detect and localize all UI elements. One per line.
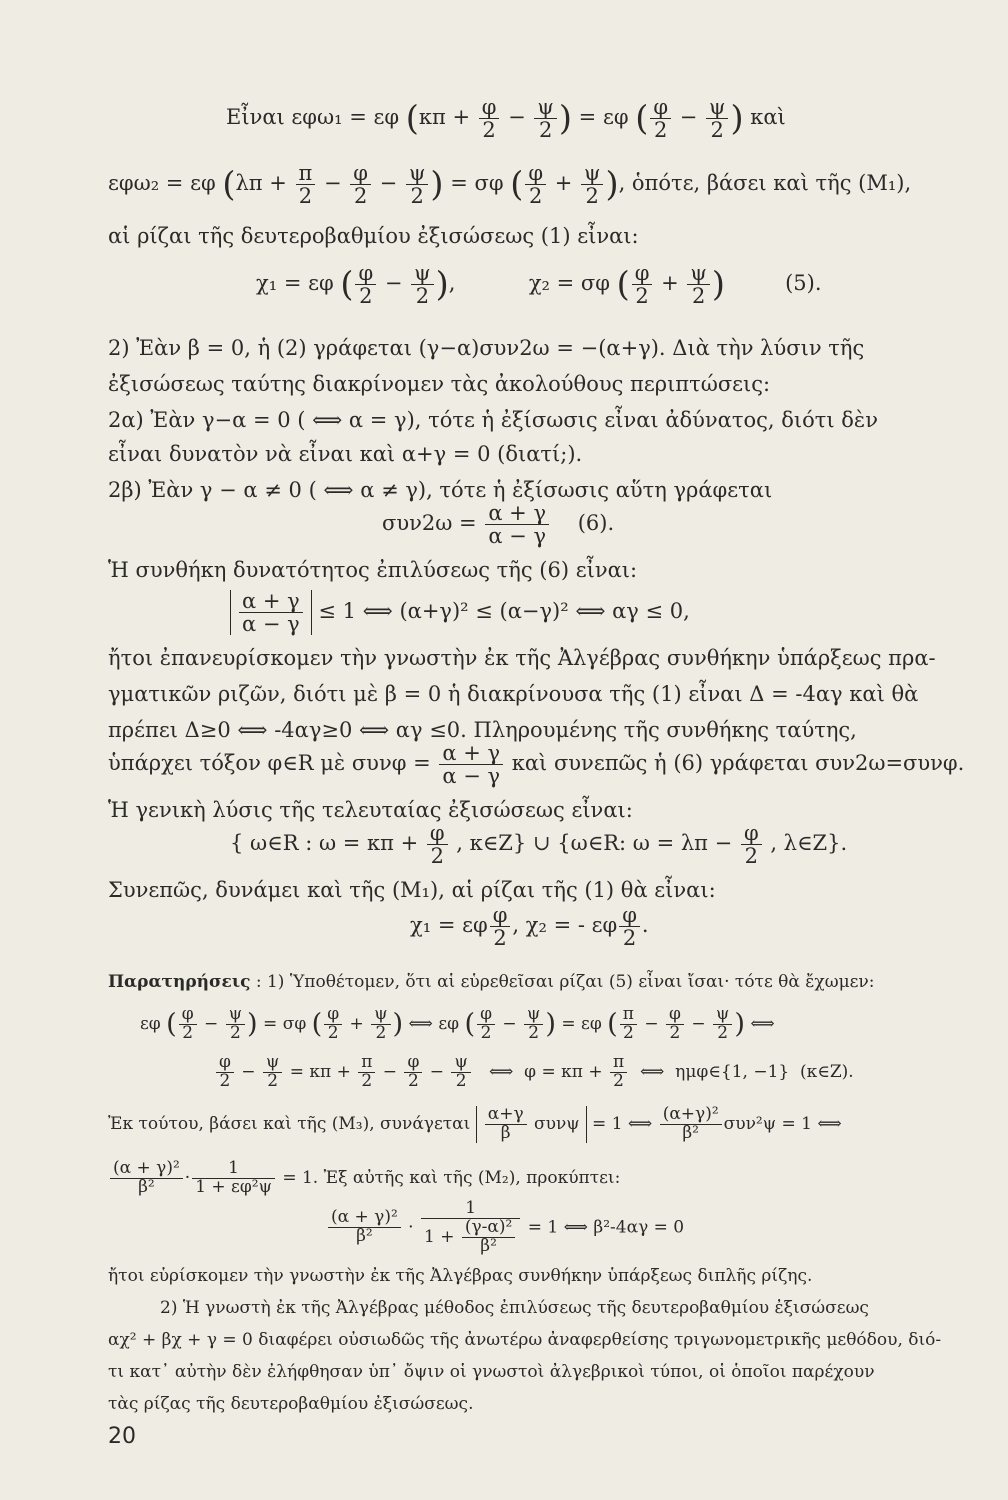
text-line-1: Εἶναι εφω₁ = εφ (κπ + $\frac{\varphi}{2}$ − $\frac{\psi}{2}$ ) = εφ ( $\frac{\varphi}{2}$ − $\frac{\psi}{2}$ ) καὶ bbox=[226, 95, 786, 143]
text-line-4: χ₁ = εφ ( $\frac{\varphi}{2}$ − $\frac{\psi}{2}$ ), χ₂ = σφ ( $\frac{\varphi}{2}$ + $\frac{\psi}{2}$ ) (5). bbox=[256, 261, 822, 309]
text-line-27: ἤτοι εὑρίσκομεν τὴν γνωστὴν ἐκ τῆς Ἀλγέβρας συνθήκην ὑπάρξεως διπλῆς ρίζης. bbox=[108, 1266, 813, 1286]
text-line-14: γματικῶν ριζῶν, διότι μὲ β = 0 ἡ διακρίνουσα τῆς (1) εἶναι Δ = -4αγ καὶ θὰ bbox=[108, 682, 919, 706]
text-line-20: χ₁ = εφ $\frac{\varphi}{2}$ , χ₂ = - εφ $\frac{\varphi}{2}$ . bbox=[410, 903, 649, 951]
text-line-13: ἤτοι ἐπανευρίσκομεν τὴν γνωστὴν ἐκ τῆς Ἀλγέβρας συνθήκην ὑπάρξεως πρα- bbox=[108, 646, 936, 670]
text-line-29: αχ² + βχ + γ = 0 διαφέρει οὐσιωδῶς τῆς ἀνωτέρω ἀναφερθείσης τριγωνομετρικῆς μεθόδου, διό- bbox=[108, 1330, 942, 1350]
text-line-9: 2β) Ἐὰν γ − α ≠ 0 ( ⟺ α ≠ γ), τότε ἡ ἐξίσωσις αὕτη γράφεται bbox=[108, 478, 773, 502]
text-line-15: πρέπει Δ≥0 ⟺ -4αγ≥0 ⟺ αγ ≤0. Πληρουμένης τῆς συνθήκης ταύτης, bbox=[108, 718, 857, 742]
text-line-17: Ἡ γενικὴ λύσις τῆς τελευταίας ἐξισώσεως εἶναι: bbox=[108, 798, 633, 822]
text-line-2: εφω₂ = εφ (λπ + $\frac{\pi}{2}$ − $\frac{\varphi}{2}$ − $\frac{\psi}{2}$ ) = σφ ( $\frac{\varphi}{2}$ + $\frac{\psi}{2}$ ), ὁπότε, βάσει καὶ τῆς (Μ₁), bbox=[108, 161, 912, 209]
text-line-6: ἐξισώσεως ταύτης διακρίνομεν τὰς ἀκολούθους περιπτώσεις: bbox=[108, 372, 771, 396]
text-line-3: αἱ ρίζαι τῆς δευτεροβαθμίου ἐξισώσεως (1) εἶναι: bbox=[108, 224, 639, 248]
text-line-8: εἶναι δυνατὸν νὰ εἶναι καὶ α+γ = 0 (διατί;). bbox=[108, 442, 583, 466]
page-number: 20 bbox=[108, 1424, 136, 1449]
text-line-25: $\frac{\text{(α + γ)²}}{\text{β²}}$ · $\frac{1}{\text{1 + εφ²ψ}}$ = 1. Ἐξ αὐτῆς καὶ τῆς (Μ₂), προκύπτει: bbox=[108, 1160, 620, 1197]
text-line-18: { ω∈R : ω = κπ + $\frac{\varphi}{2}$ , κ∈Z} ∪ {ω∈R: ω = λπ − $\frac{\varphi}{2}$ , λ∈Z}. bbox=[230, 821, 848, 869]
text-line-23: $\frac{\varphi}{2}$ − $\frac{\psi}{2}$ = κπ + $\frac{\pi}{2}$ − $\frac{\varphi}{2}$ − $\frac{\psi}{2}$ ⟺ φ = κπ + $\frac{\pi}{2}$ ⟺ ημφ∈{1, −1} (κ∈Z). bbox=[214, 1054, 854, 1091]
text-line-19: Συνεπῶς, δυνάμει καὶ τῆς (Μ₁), αἱ ρίζαι τῆς (1) θὰ εἶναι: bbox=[108, 878, 716, 902]
text-line-26: $\frac{\text{(α + γ)²}}{\text{β²}}$ · 1 1 + $\frac{\text{(γ-α)²}}{\text{β²}}$ = 1 ⟺ β²-4αγ = 0 bbox=[326, 1200, 684, 1256]
text-line-24: Ἐκ τούτου, βάσει καὶ τῆς (Μ₃), συνάγεται $\frac{\alpha+\gamma}{\beta}$ συνψ = 1 ⟺ $\frac{\text{(α+γ)²}}{\text{β²}}$ συν²ψ = 1 ⟺ bbox=[108, 1104, 842, 1143]
text-line-30: τι κατ᾽ αὐτὴν δὲν ἐλήφθησαν ὑπ᾽ ὄψιν οἱ γνωστοὶ ἀλγεβρικοὶ τύποι, οἱ ὁποῖοι παρέχουν bbox=[108, 1362, 875, 1382]
text-line-7: 2α) Ἐὰν γ−α = 0 ( ⟺ α = γ), τότε ἡ ἐξίσωσις εἶναι ἀδύνατος, διότι δὲν bbox=[108, 408, 878, 432]
text-line-22: εφ ( $\frac{\varphi}{2}$ − $\frac{\psi}{2}$ ) = σφ ( $\frac{\varphi}{2}$ + $\frac{\psi}{2}$ ) ⟺ εφ ( $\frac{\varphi}{2}$ − $\frac{\psi}{2}$ ) = εφ ( $\frac{\pi}{2}$ − $\frac{\varphi}{2}$ − $\frac{\psi}{2}$ ) ⟺ bbox=[140, 1004, 775, 1043]
text-line-12: $\frac{\alpha + \gamma}{\alpha - \gamma}$ ≤ 1 ⟺ (α+γ)² ≤ (α−γ)² ⟺ αγ ≤ 0, bbox=[230, 590, 690, 635]
text-line-21: Παρατηρήσεις : 1) Ὑποθέτομεν, ὅτι αἱ εὑρεθεῖσαι ρίζαι (5) εἶναι ἴσαι· τότε θὰ ἔχωμεν: bbox=[108, 972, 875, 992]
text-line-10: συν2ω = $\frac{\alpha + \gamma}{\alpha - \gamma}$ (6). bbox=[382, 501, 615, 549]
text-line-28: 2) Ἡ γνωστὴ ἐκ τῆς Ἀλγέβρας μέθοδος ἐπιλύσεως τῆς δευτεροβαθμίου ἐξισώσεως bbox=[160, 1298, 869, 1318]
text-line-11: Ἡ συνθήκη δυνατότητος ἐπιλύσεως τῆς (6) εἶναι: bbox=[108, 558, 638, 582]
text-line-31: τὰς ρίζας τῆς δευτεροβαθμίου ἐξισώσεως. bbox=[108, 1394, 474, 1414]
text-line-5: 2) Ἐὰν β = 0, ἡ (2) γράφεται (γ−α)συν2ω = −(α+γ). Διὰ τὴν λύσιν τῆς bbox=[108, 336, 865, 360]
text-line-16: ὑπάρχει τόξον φ∈R μὲ συνφ = $\frac{\alpha + \gamma}{\alpha - \gamma}$ καὶ συνεπῶς ἡ (6) γράφεται συν2ω=συνφ. bbox=[108, 741, 965, 789]
